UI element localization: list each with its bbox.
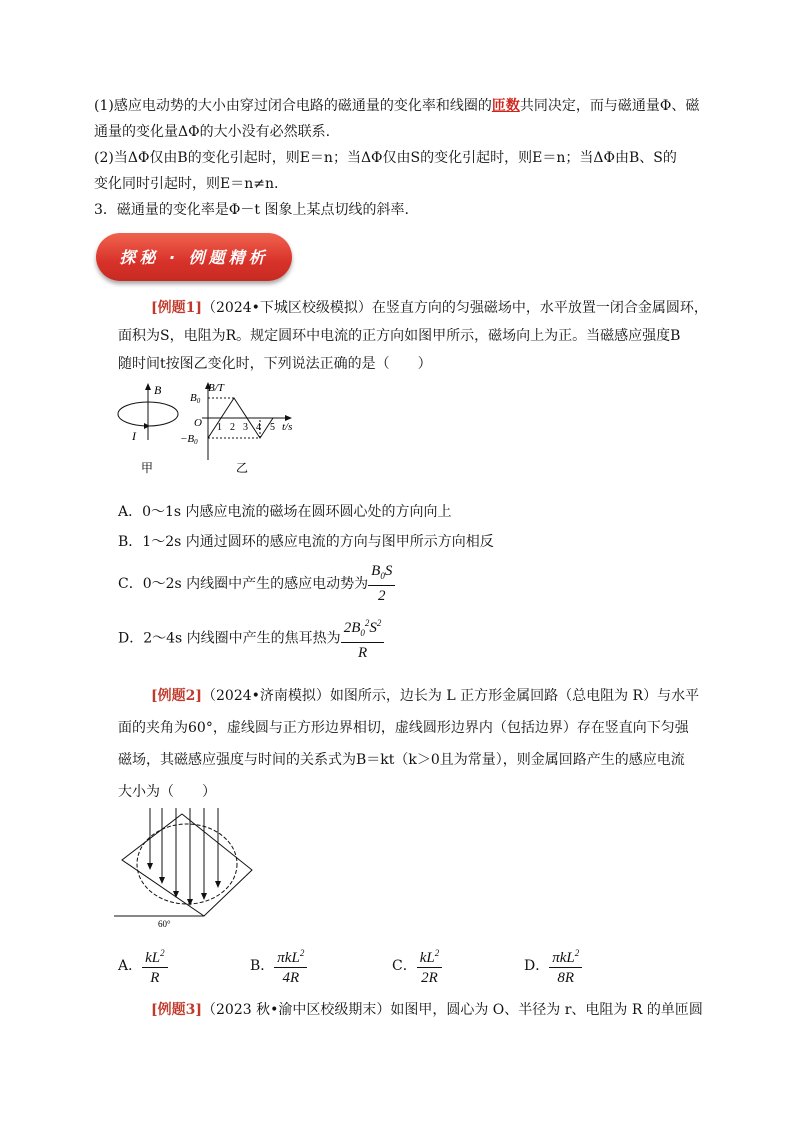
ex1-line-2: 面积为S，电阻为R。规定圆环中电流的正方向如图甲所示，磁场向上为正。当磁感应强度B <box>118 328 681 344</box>
ex1-line-3: 随时间t按图乙变化时，下列说法正确的是（ ） <box>118 356 432 372</box>
ex2-line-2: 面的夹角为60°，虚线圆与正方形边界相切，虚线圆形边界内（包括边界）存在竖直向下匀强 <box>118 720 689 736</box>
current-arrow-icon <box>144 423 150 429</box>
ex1-option-b: B．1～2s 内通过圆环的感应电流的方向与图甲所示方向相反 <box>118 534 494 550</box>
ex2-tag: [例题2] <box>151 688 202 704</box>
intro-line-3: (2)当ΔΦ仅由B的变化引起时，则E＝n；当ΔΦ仅由S的变化引起时，则E＝n；当ΔΦ由B、S的 <box>94 150 677 166</box>
ex3-tag: [例题3] <box>151 1002 202 1018</box>
option-d-fraction: $\frac{2B_0^2S^2}{R}$ <box>341 614 385 663</box>
intro-line-2: 通量的变化量ΔΦ的大小没有必然联系. <box>94 124 331 140</box>
svg-text:B/T: B/T <box>208 382 224 394</box>
svg-text:乙: 乙 <box>236 461 249 475</box>
svg-text:4: 4 <box>256 422 261 433</box>
svg-text:I: I <box>132 429 136 443</box>
svg-text:5: 5 <box>270 422 275 433</box>
ex2-line-3: 磁场，其磁感应强度与时间的关系式为B＝kt（k＞0且为常量），则金属回路产生的感应电流 <box>118 752 685 768</box>
section-banner <box>96 233 292 281</box>
ex2-option-a: A． $\frac{kL^2}{R}$ <box>118 944 168 988</box>
intro-line-4: 变化同时引起时，则E＝n≠n. <box>94 176 279 192</box>
ex1-option-d: D．2～4s 内线圈中产生的焦耳热为 $\frac{2B_0^2S^2}{R}$ <box>118 614 384 656</box>
svg-text:t/s: t/s <box>282 421 293 433</box>
ex1-option-c: C．0～2s 内线圈中产生的感应电动势为 $\frac{B_0S}{2}$ <box>118 562 395 602</box>
option-c-fraction: $\frac{B_0S}{2}$ <box>368 562 395 606</box>
ex1-figure <box>110 378 320 478</box>
intro-line-1: (1)感应电动势的大小由穿过闭合电路的磁通量的变化率和线圈的匝数共同决定，而与磁通量Φ、磁 <box>94 98 700 114</box>
ex3-line-1: [例题3]（2023 秋•渝中区校级期末）如图甲，圆心为 O、半径为 r、电阻为 R 的单匝圆 <box>151 1002 703 1018</box>
square-loop <box>122 814 252 916</box>
banner-label: 探秘 · 例题精析 <box>119 248 269 267</box>
ex2-line-4: 大小为（ ） <box>118 784 216 800</box>
svg-text:3: 3 <box>243 422 248 433</box>
ex2-option-b: B． $\frac{\pi kL^2}{4R}$ <box>250 944 307 988</box>
ex2-option-c: C． $\frac{kL^2}{2R}$ <box>392 944 442 988</box>
svg-text:2: 2 <box>230 422 235 433</box>
highlight-text: 匝数 <box>491 98 520 114</box>
intro-line-5: 3．磁通量的变化率是Φ－t 图象上某点切线的斜率. <box>94 202 409 218</box>
ex2-figure <box>112 806 262 928</box>
svg-text:−B0: −B0 <box>180 433 198 446</box>
ex1-line-1: [例题1]（2024•下城区校级模拟）在竖直方向的匀强磁场中，水平放置一闭合金属圆环， <box>151 300 708 316</box>
svg-text:60°: 60° <box>158 919 171 928</box>
svg-text:B0: B0 <box>190 392 201 405</box>
svg-text:1: 1 <box>217 422 222 433</box>
svg-text:O: O <box>194 417 202 429</box>
ex2-line-1: [例题2]（2024•济南模拟）如图所示，边长为 L 正方形金属回路（总电阻为 R）与水平 <box>151 688 700 704</box>
ex1-tag: [例题1] <box>151 300 202 316</box>
svg-text:甲: 甲 <box>141 461 154 475</box>
svg-text:B: B <box>154 383 162 397</box>
ex2-option-d: D． $\frac{\pi kL^2}{8R}$ <box>524 944 582 988</box>
ex1-option-a: A．0～1s 内感应电流的磁场在圆环圆心处的方向向上 <box>118 504 452 520</box>
